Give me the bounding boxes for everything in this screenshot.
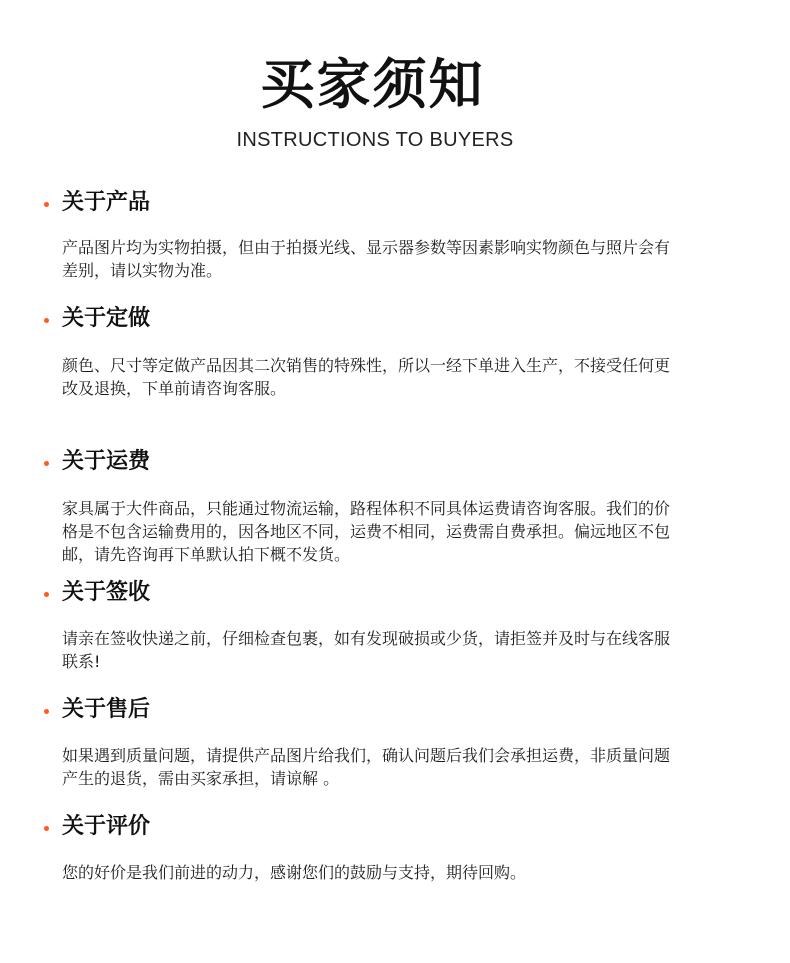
bullet-icon (44, 592, 49, 597)
body-line: 产生的退货，需由买家承担，请谅解 。 (62, 769, 340, 788)
section-heading-receipt (44, 578, 150, 608)
body-line: 如果遇到质量问题，请提供产品图片给我们，确认问题后我们会承担运费，非质量问题 (62, 746, 671, 765)
body-line: 产品图片均为实物拍摄，但由于拍摄光线、显示器参数等因素影响实物颜色与照片会有 (62, 238, 671, 257)
body-line: 邮，请先咨询再下单默认拍下概不发货。 (62, 545, 351, 564)
section-body-shipping (62, 497, 712, 566)
section-heading-label: 关于产品 (62, 190, 151, 215)
body-line: 颜色、尺寸等定做产品因其二次销售的特殊性，所以一经下单进入生产，不接受任何更 (62, 356, 671, 375)
body-line: 差别，请以实物为准。 (62, 261, 223, 280)
section-heading-label: 关于评价 (62, 814, 151, 839)
page-subtitle: INSTRUCTIONS TO BUYERS (236, 129, 514, 151)
section-heading-label: 关于定做 (62, 306, 151, 331)
body-line: 家具属于大件商品，只能通过物流运输，路程体积不同具体运费请咨询客服。我们的价 (62, 499, 671, 518)
section-heading-label: 关于签收 (62, 580, 151, 605)
section-heading-aftersales (44, 695, 150, 725)
section-heading-label: 关于售后 (62, 697, 151, 722)
body-line: 请亲在签收快递之前，仔细检查包裹，如有发现破损或少货，请拒签并及时与在线客服 (62, 629, 671, 648)
body-line: 联系! (62, 652, 101, 671)
section-heading-shipping (44, 447, 150, 477)
page-title: 买家须知 (260, 53, 485, 116)
bullet-icon (44, 709, 49, 714)
section-heading-review (44, 812, 150, 842)
body-line: 您的好价是我们前进的动力，感谢您们的鼓励与支持，期待回购。 (62, 863, 527, 882)
section-heading-product (44, 188, 150, 218)
section-heading-label: 关于运费 (62, 449, 151, 474)
section-body-product (62, 236, 712, 282)
bullet-icon (44, 202, 49, 207)
body-line: 改及退换，下单前请咨询客服。 (62, 379, 287, 398)
section-body-custom (62, 354, 712, 400)
section-heading-custom (44, 304, 150, 334)
bullet-icon (44, 826, 49, 831)
body-line: 格是不包含运输费用的，因各地区不同，运费不相同，运费需自费承担。偏远地区不包 (62, 522, 671, 541)
bullet-icon (44, 461, 49, 466)
bullet-icon (44, 318, 49, 323)
section-body-review (62, 861, 712, 884)
section-body-aftersales (62, 744, 712, 790)
section-body-receipt (62, 627, 712, 673)
